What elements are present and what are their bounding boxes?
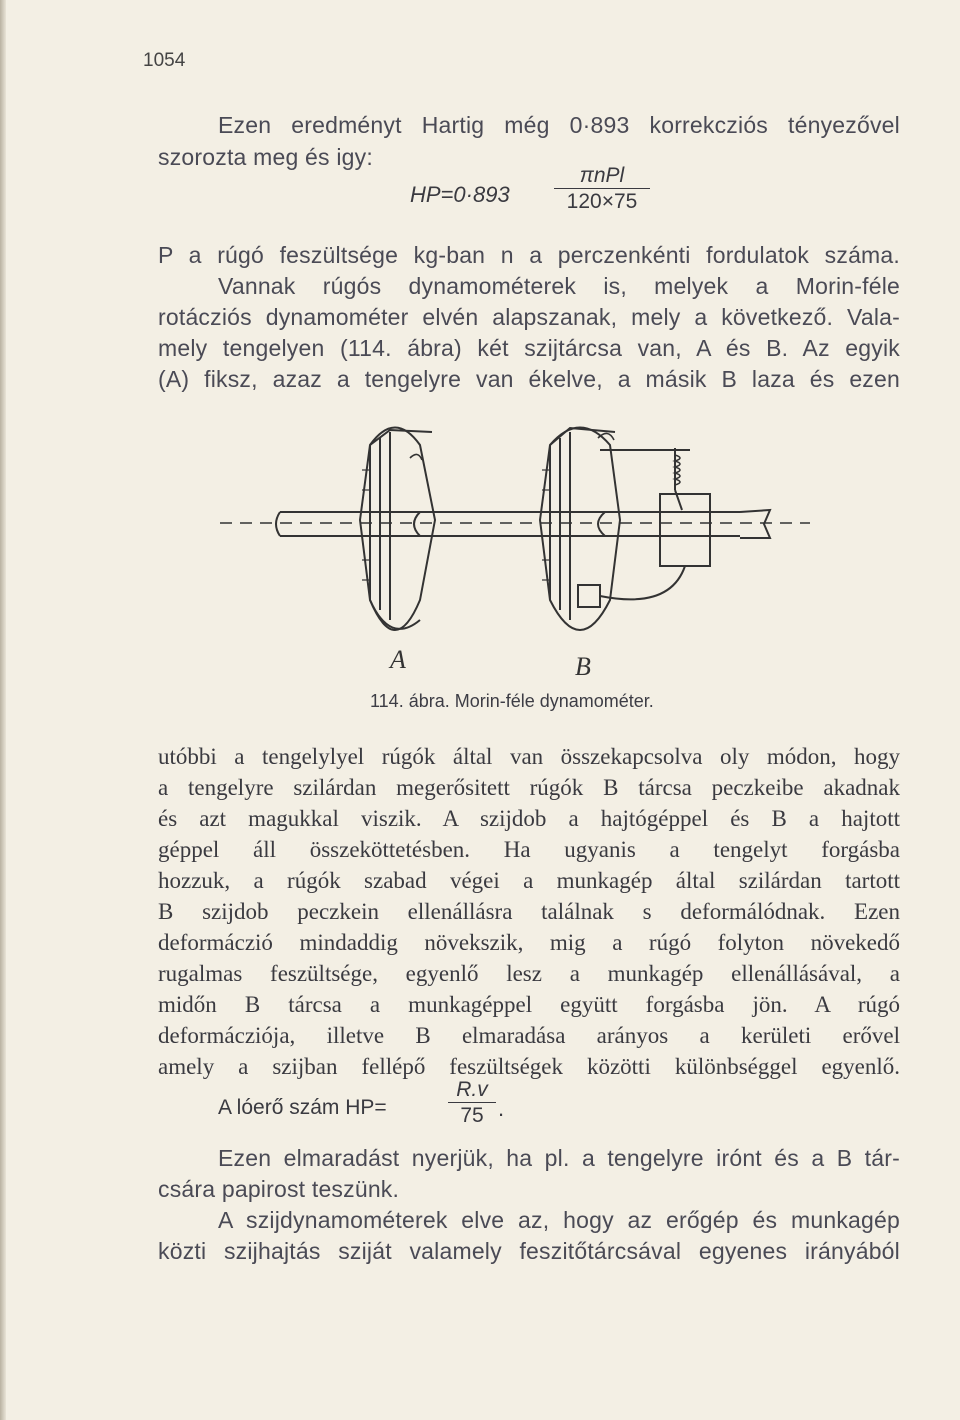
text-line: amely a szijban fellépő feszültségek közötti különbséggel egyenlő.: [158, 1054, 900, 1079]
formula-denominator: 120×75: [554, 188, 650, 214]
text-line: és azt magukkal viszik. A szijdob a hajtógéppel és B a hajtott: [158, 806, 900, 831]
formula-numerator-2: R.v: [456, 1078, 488, 1101]
text-line: midőn B tárcsa a munkagéppel együtt forgásba jön. A rúgó: [158, 992, 900, 1017]
text-line: rugalmas feszültsége, egyenlő lesz a munkagép ellenállásával, a: [158, 961, 900, 986]
formula-lhs: HP=0·893: [410, 182, 510, 207]
formula-fraction: [554, 164, 650, 214]
figure-label-a: A: [390, 645, 406, 674]
formula-hp-lhs: [410, 182, 510, 208]
text-line: Ezen elmaradást nyerjük, ha pl. a tengelyre irónt és a B tár-: [218, 1145, 900, 1171]
page-edge: [0, 0, 6, 1420]
text-line: P a rúgó feszültsége kg-ban n a perczenkénti fordulatok száma.: [158, 242, 900, 268]
formula-numerator: πnPl: [579, 164, 625, 187]
text-line: (A) fiksz, azaz a tengelyre van ékelve, a másik B laza és ezen: [158, 366, 900, 392]
text-line: közti szijhajtás sziját valamely feszitőtárcsával egyenes irányából: [158, 1238, 900, 1264]
page-number: 1054: [143, 50, 186, 71]
text-line: mely tengelyen (114. ábra) két szijtárcsa van, A és B. Az egyik: [158, 335, 900, 361]
formula-hp-prefix: A lóerő szám HP=: [218, 1096, 387, 1119]
text-line: Vannak rúgós dynamométerek is, melyek a Morin-féle: [218, 273, 900, 299]
text-line: a tengelyre szilárdan megerősitett rúgók B tárcsa peczkeibe akadnak: [158, 775, 900, 800]
figure-caption: 114. ábra. Morin-féle dynamométer.: [370, 691, 654, 711]
text-line: csára papirost teszünk.: [158, 1176, 400, 1202]
text-line: rotácziós dynamométer elvén alapszanak, mely a következő. Vala-: [158, 304, 900, 330]
formula-fraction-2: [448, 1078, 496, 1128]
text-line: deformáczió mindaddig növekszik, mig a rúgó folyton növekedő: [158, 930, 900, 955]
text-line: géppel áll összeköttetésben. Ha ugyanis a tengelyt forgásba: [158, 837, 900, 862]
text-line: utóbbi a tengelylyel rúgók által van összekapcsolva oly módon, hogy: [158, 744, 900, 769]
formula-suffix: .: [498, 1096, 505, 1121]
text-line: hozzuk, a rúgók szabad végei a munkagép által szilárdan tartott: [158, 868, 900, 893]
morin-dynamometer-figure: [220, 410, 820, 690]
text-line: A szijdynamométerek elve az, hogy az erőgép és munkagép: [218, 1207, 900, 1233]
text-line: szorozta meg és igy:: [158, 144, 373, 170]
figure-label-b: B: [575, 652, 591, 681]
text-line: deformácziója, illetve B elmaradása arányos a kerületi erővel: [158, 1023, 900, 1048]
formula-denominator-2: 75: [448, 1102, 496, 1128]
text-line: Ezen eredményt Hartig még 0·893 korrekcziós tényezővel: [218, 112, 900, 138]
text-line: B szijdob peczkein ellenállásra találnak s deformálódnak. Ezen: [158, 899, 900, 924]
